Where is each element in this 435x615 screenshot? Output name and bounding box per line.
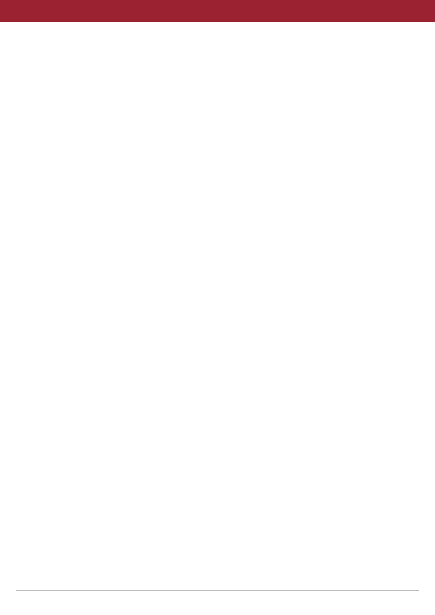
page-footer	[16, 590, 419, 607]
page-header	[0, 0, 435, 22]
page-content	[16, 26, 419, 571]
